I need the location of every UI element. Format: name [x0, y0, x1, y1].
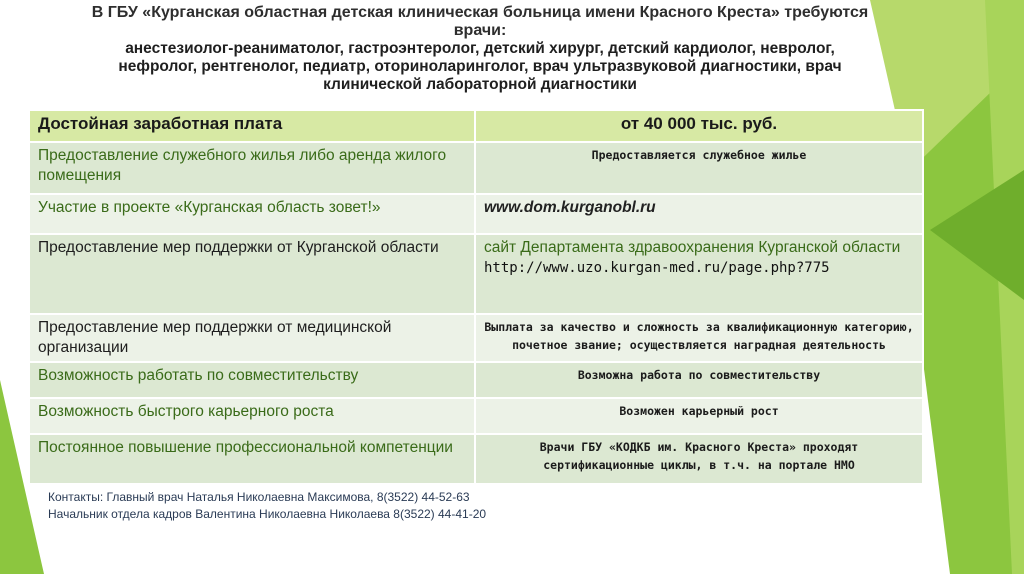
table-row	[29, 398, 923, 434]
row-value: Предоставляется служебное жилье	[475, 142, 923, 194]
table-row	[29, 434, 923, 484]
row-label: Постоянное повышение профессиональной компетенции	[29, 434, 475, 484]
title-line-2: врачи:	[453, 22, 507, 39]
row-label: Предоставление служебного жилья либо аренда жилого помещения	[29, 142, 475, 194]
table-row	[29, 314, 923, 362]
department-text: сайт Департамента здравоохранения Курганской области	[484, 239, 901, 256]
title-line-1: В ГБУ «Курганская областная детская клиническая больница имени Красного Креста» требуются	[91, 4, 869, 21]
header-value: от 40 000 тыс. руб.	[475, 110, 923, 142]
title-line-3: анестезиолог-реаниматолог, гастроэнтеролог, детский хирург, детский кардиолог, невролог,	[125, 40, 835, 57]
table-row	[29, 142, 923, 194]
row-value: Возможна работа по совместительству	[475, 362, 923, 398]
row-value	[475, 234, 923, 314]
project-link[interactable]: www.dom.kurganobl.ru	[475, 194, 923, 234]
contact-line-chief: Контакты: Главный врач Наталья Николаевна Максимова, 8(3522) 44-52-63	[48, 490, 470, 504]
row-value: Выплата за качество и сложность за квалификационную категорию, почетное звание; осуществляется наградная деятельность	[475, 314, 923, 362]
table-row	[29, 362, 923, 398]
row-label: Возможность быстрого карьерного роста	[29, 398, 475, 434]
benefits-table	[28, 109, 924, 485]
title-line-4: нефролог, рентгенолог, педиатр, оториноларинголог, врач ультразвуковой диагностики, врач	[118, 58, 842, 75]
page-title	[40, 4, 920, 94]
table-header-row	[29, 110, 923, 142]
row-value: Возможен карьерный рост	[475, 398, 923, 434]
row-label: Участие в проекте «Курганская область зовет!»	[29, 194, 475, 234]
contact-line-hr: Начальник отдела кадров Валентина Николаевна Николаева 8(3522) 44-41-20	[48, 507, 487, 521]
table-row	[29, 194, 923, 234]
contacts	[48, 489, 486, 523]
title-line-5: клинической лабораторной диагностики	[323, 76, 637, 93]
header-label: Достойная заработная плата	[29, 110, 475, 142]
table-row	[29, 234, 923, 314]
department-link[interactable]: http://www.uzo.kurgan-med.ru/page.php?775	[484, 260, 830, 276]
row-label: Предоставление мер поддержки от медицинской организации	[29, 314, 475, 362]
row-label: Возможность работать по совместительству	[29, 362, 475, 398]
row-value: Врачи ГБУ «КОДКБ им. Красного Креста» проходят сертификационные циклы, в т.ч. на портале НМО	[475, 434, 923, 484]
row-label: Предоставление мер поддержки от Курганской области	[29, 234, 475, 314]
